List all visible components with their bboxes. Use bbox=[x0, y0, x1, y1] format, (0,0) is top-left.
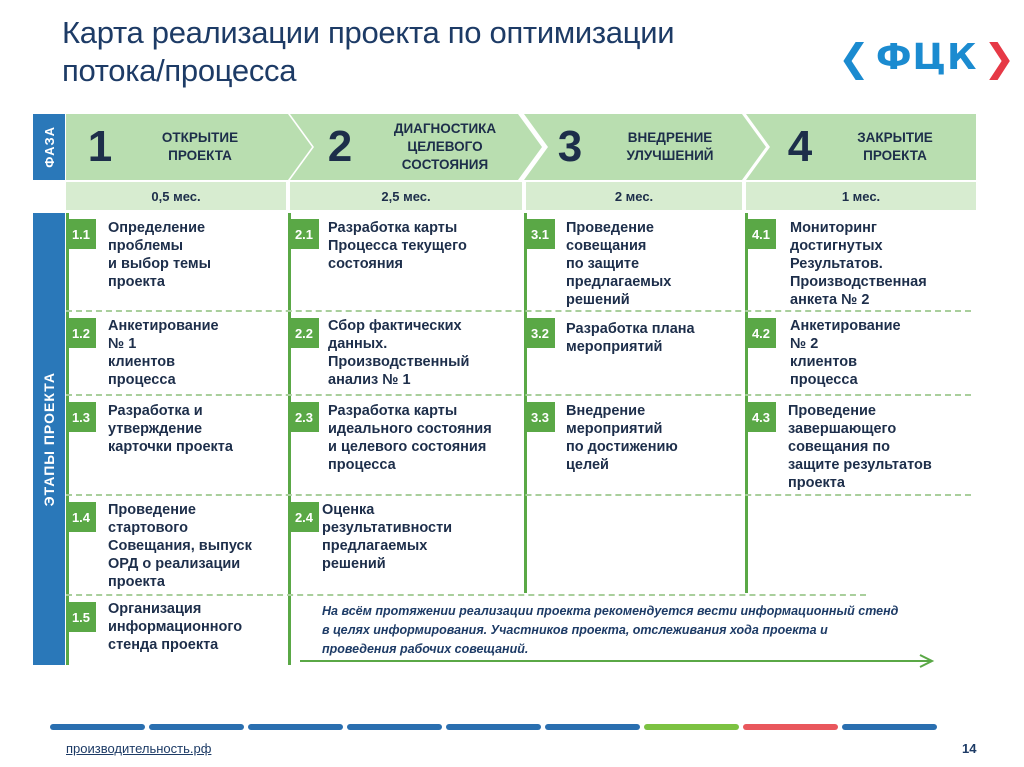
stage-badge: 1.2 bbox=[66, 318, 96, 348]
phase-1-duration: 0,5 мес. bbox=[66, 182, 286, 210]
stage-badge: 2.4 bbox=[289, 502, 319, 532]
stage-badge: 2.3 bbox=[289, 402, 319, 432]
phase-1-number: 1 bbox=[87, 122, 113, 171]
footer-color-bar bbox=[50, 724, 975, 730]
phase-2 bbox=[310, 114, 530, 180]
stage-text: Оценка результативности предлагаемых решений bbox=[322, 502, 453, 572]
phase-4-label: ЗАКРЫТИЕ ПРОЕКТА bbox=[857, 130, 933, 163]
phase-4 bbox=[770, 114, 975, 180]
duration-row bbox=[66, 182, 976, 210]
phase-3-duration: 2 мес. bbox=[526, 182, 742, 210]
stage-text: Проведение завершающего совещания по защите результатов проекта bbox=[788, 403, 932, 491]
information-stand-note: На всём протяжении реализации проекта рекомендуется вести информационный стенд в целях информирования. Участников проекта, отслеживания хода проекта и проведения рабочих совещаний. bbox=[322, 604, 899, 656]
stage-text: Определение проблемы и выбор темы проекта bbox=[108, 220, 212, 290]
timeline-arrow-icon bbox=[300, 654, 940, 668]
stage-text: Разработка карты Процесса текущего состояния bbox=[328, 220, 467, 272]
footer-link[interactable]: производительность.рф bbox=[66, 741, 212, 756]
phase-4-number: 4 bbox=[787, 122, 813, 171]
logo-text: ФЦК bbox=[875, 37, 978, 78]
phase-4-duration: 1 мес. bbox=[746, 182, 976, 210]
slide-title: Карта реализации проекта по оптимизации потока/процесса bbox=[62, 15, 675, 88]
phase-2-label: ДИАГНОСТИКА ЦЕЛЕВОГО СОСТОЯНИЯ bbox=[393, 121, 497, 172]
stage-badge: 1.1 bbox=[66, 219, 96, 249]
stage-badge: 4.1 bbox=[746, 219, 776, 249]
stage-badge: 3.1 bbox=[525, 219, 555, 249]
stage-text: Анкетирование № 2 клиентов процесса bbox=[790, 318, 901, 388]
column-line-1 bbox=[66, 213, 69, 665]
stage-text: Мониторинг достигнутых Результатов. Производственная анкета № 2 bbox=[790, 220, 927, 308]
stage-badge: 3.2 bbox=[525, 318, 555, 348]
row-separator-4 bbox=[66, 594, 866, 596]
phase-2-number: 2 bbox=[327, 122, 353, 171]
stages-tab bbox=[33, 213, 65, 665]
page-number: 14 bbox=[962, 741, 977, 756]
row-separator-2 bbox=[66, 394, 971, 396]
stage-text: Разработка и утверждение карточки проекта bbox=[108, 403, 233, 455]
stage-text: Проведение стартового Совещания, выпуск ОРД о реализации проекта bbox=[108, 502, 252, 590]
stage-text: Организация информационного стенда проекта bbox=[108, 601, 243, 653]
stage-badge: 4.2 bbox=[746, 318, 776, 348]
stage-badge: 2.2 bbox=[289, 318, 319, 348]
logo-right-bracket: ❯ bbox=[983, 36, 1016, 80]
phase-tab-label: ФАЗА bbox=[41, 126, 57, 168]
row-separator-3 bbox=[66, 494, 971, 496]
phase-3-number: 3 bbox=[557, 122, 583, 171]
stage-badge: 1.5 bbox=[66, 602, 96, 632]
stage-text: Проведение совещания по защите предлагаемых решений bbox=[566, 220, 672, 308]
stage-text: Анкетирование № 1 клиентов процесса bbox=[108, 318, 219, 388]
phase-2-duration: 2,5 мес. bbox=[290, 182, 522, 210]
stage-text: Разработка плана мероприятий bbox=[566, 321, 695, 355]
row-separator-1 bbox=[66, 310, 971, 312]
phase-1 bbox=[70, 114, 290, 180]
stage-text: Внедрение мероприятий по достижению целей bbox=[566, 403, 678, 473]
column-line-2 bbox=[288, 213, 291, 665]
stage-badge: 1.3 bbox=[66, 402, 96, 432]
phase-3-label: ВНЕДРЕНИЕ УЛУЧШЕНИЙ bbox=[626, 130, 714, 163]
stage-badge: 4.3 bbox=[746, 402, 776, 432]
fck-logo bbox=[838, 36, 1016, 80]
stage-badge: 1.4 bbox=[66, 502, 96, 532]
phase-3 bbox=[540, 114, 750, 180]
stage-badge: 2.1 bbox=[289, 219, 319, 249]
stage-badge: 3.3 bbox=[525, 402, 555, 432]
stage-text: Разработка карты идеального состояния и целевого состояния процесса bbox=[328, 403, 492, 473]
stage-text: Сбор фактических данных. Производственный анализ № 1 bbox=[328, 318, 470, 388]
phase-1-label: ОТКРЫТИЕ ПРОЕКТА bbox=[161, 130, 239, 163]
stages-tab-label: ЭТАПЫ ПРОЕКТА bbox=[41, 371, 57, 507]
logo-left-bracket: ❮ bbox=[838, 36, 870, 80]
phase-tab bbox=[33, 114, 65, 180]
